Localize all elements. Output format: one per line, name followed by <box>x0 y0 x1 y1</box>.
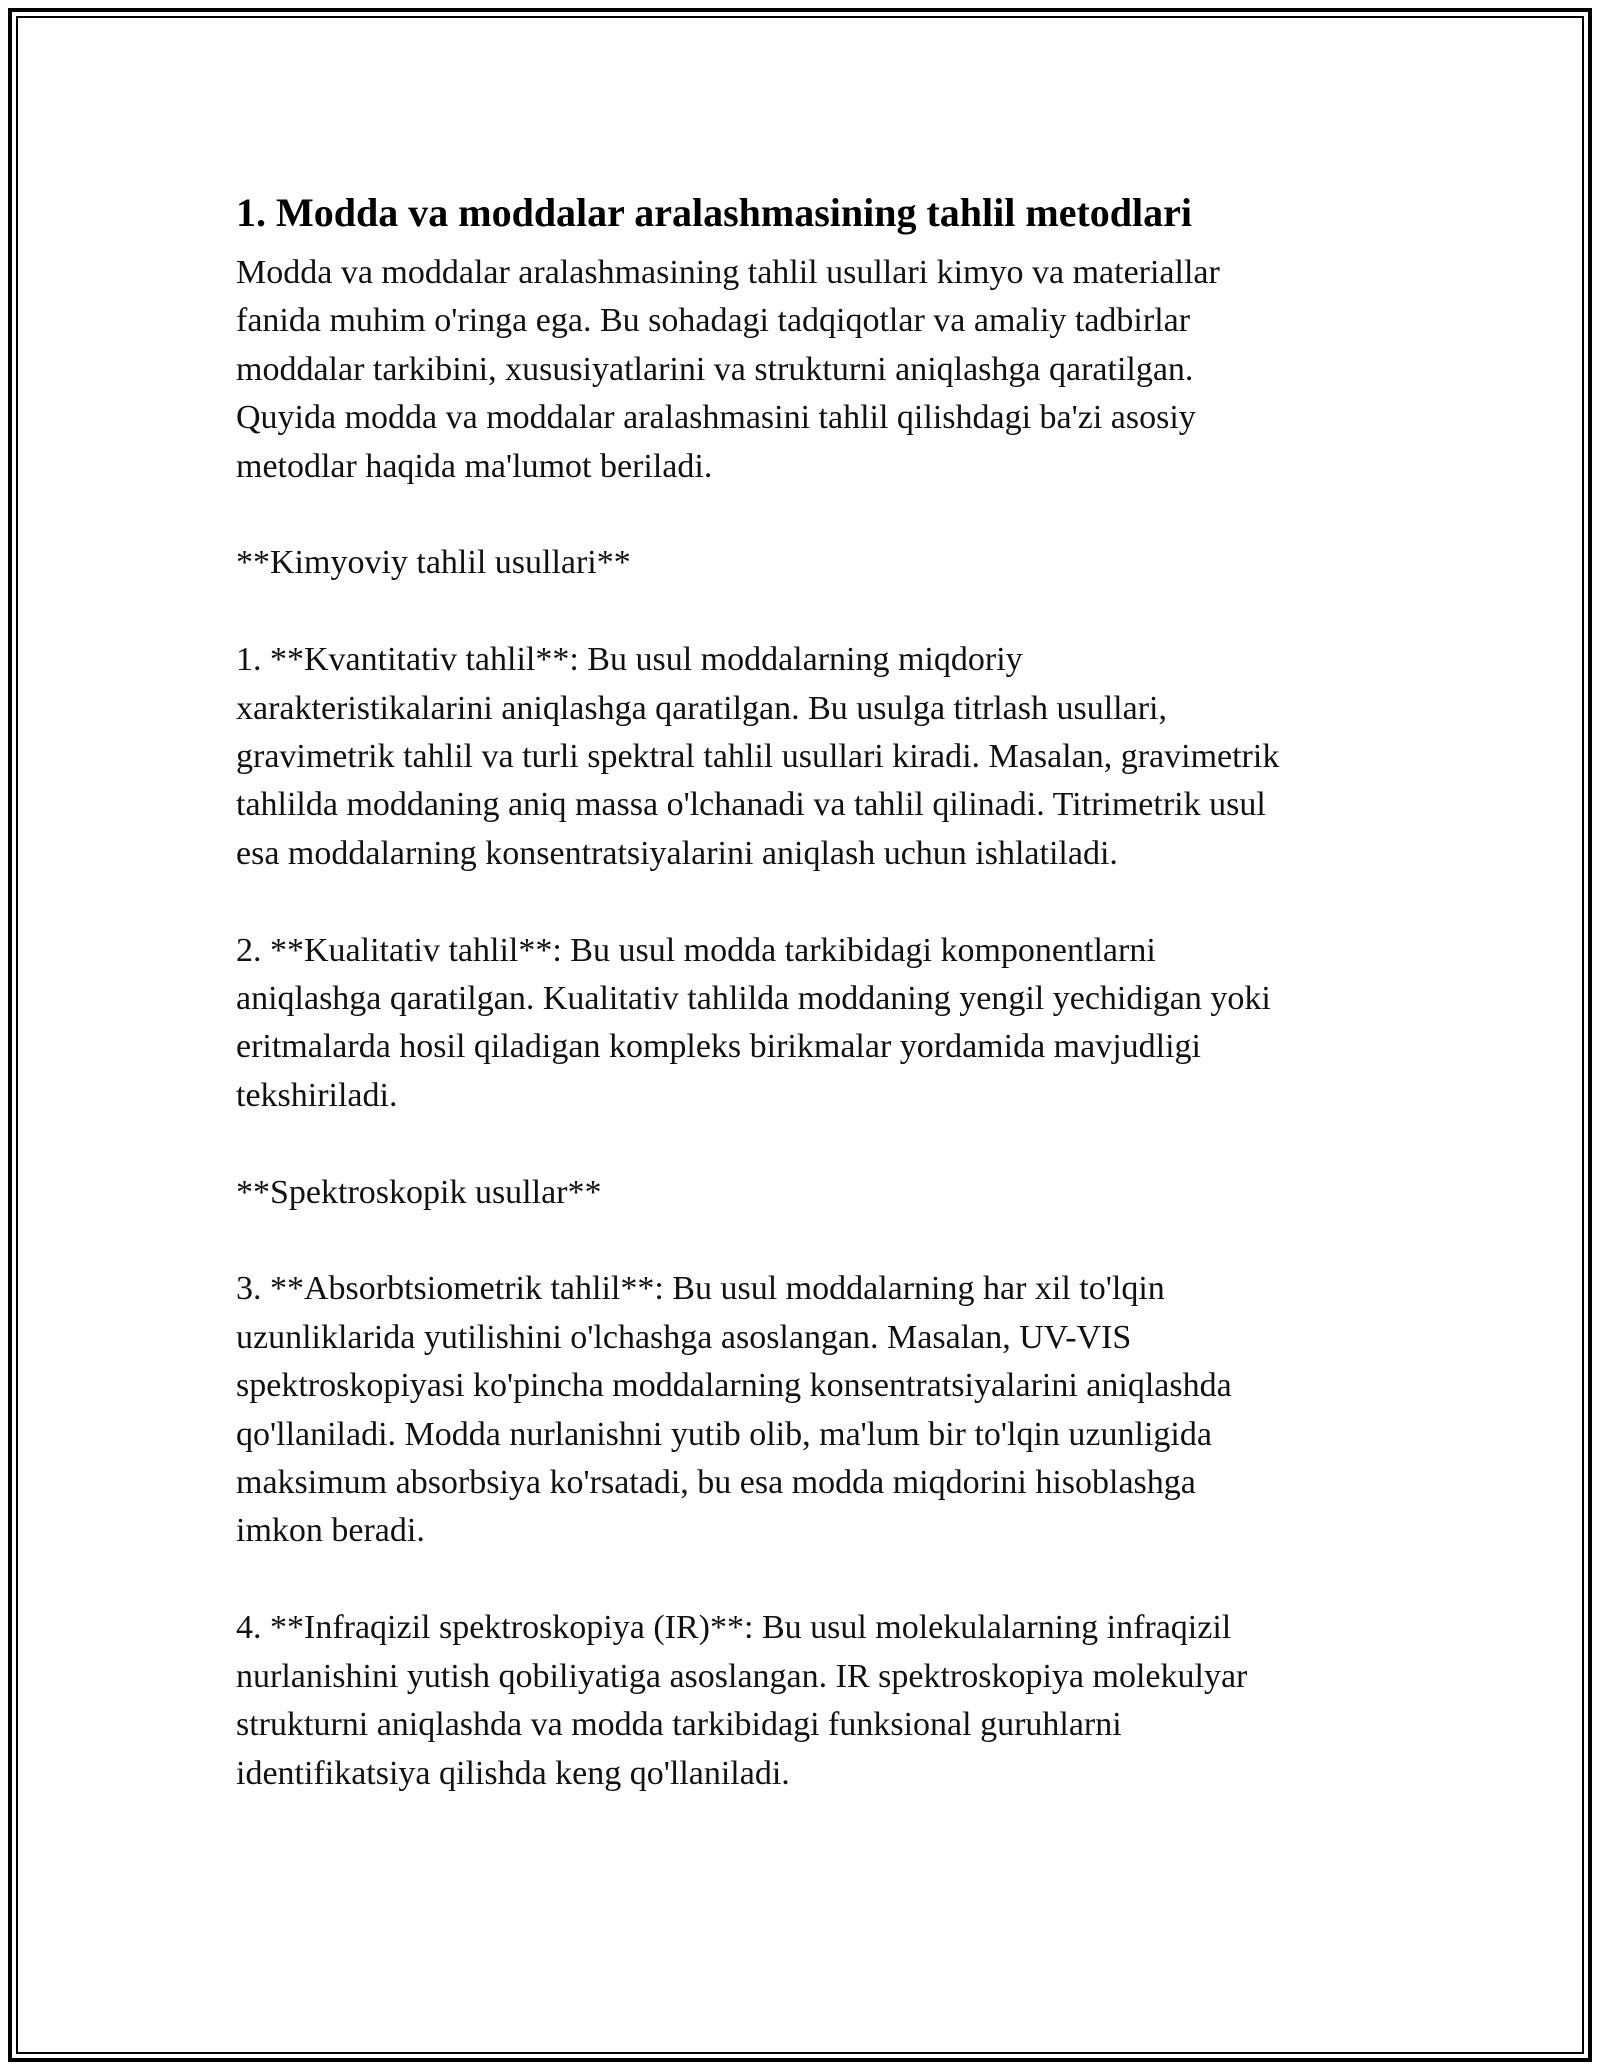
document-title: 1. Modda va moddalar aralashmasining tahlil metodlari <box>236 190 1193 235</box>
list-item-infrared: 4. **Infraqizil spektroskopiya (IR)**: Bu usul molekulalarning infraqizil nurlanishini yutish qobiliyatiga asoslangan. IR spektroskopiya molekulyar strukturni aniqlashda va modda tarkibidagi funksional guruhlarni identifikatsiya qilishda keng qo'llaniladi. <box>236 1609 1248 1792</box>
intro-paragraph: Modda va moddalar aralashmasining tahlil usullari kimyo va materiallar fanida muhim o'ringa ega. Bu sohadagi tadqiqotlar va amaliy tadbirlar moddalar tarkibini, xususiyatlarini va strukturni aniqlashga qaratilgan. Quyida modda va moddalar aralashmasini tahlil qilishdagi ba'zi asosiy metodlar haqida ma'lumot beriladi. <box>236 254 1220 485</box>
section-heading-spectroscopic: **Spektroskopik usullar** <box>236 1173 602 1211</box>
section-heading-chemical: **Kimyoviy tahlil usullari** <box>236 544 631 582</box>
list-item-quantitative: 1. **Kvantitativ tahlil**: Bu usul moddalarning miqdoriy xarakteristikalarini aniqlashga qaratilgan. Bu usulga titrlash usullari, gravimetrik tahlil va turli spektral tahlil usullari kiradi. Masalan, gravimetrik tahlilda moddaning aniq massa o'lchanadi va tahlil qilinadi. Titrimetrik usul esa moddalarning konsentratsiyalarini aniqlash uchun ishlatiladi. <box>236 641 1280 872</box>
list-item-qualitative: 2. **Kualitativ tahlil**: Bu usul modda tarkibidagi komponentlarni aniqlashga qaratilgan. Kualitativ tahlilda moddaning yengil yechidigan yoki eritmalarda hosil qiladigan kompleks birikmalar yordamida mavjudligi tekshiriladi. <box>236 931 1271 1114</box>
document-body <box>236 178 1386 1846</box>
list-item-absorptiometric: 3. **Absorbtsiometrik tahlil**: Bu usul moddalarning har xil to'lqin uzunliklarida yutilishini o'lchashga asoslangan. Masalan, UV-VIS spektroskopiyasi ko'pincha moddalarning konsentratsiyalarini aniqlashda qo'llaniladi. Modda nurlanishni yutib olib, ma'lum bir to'lqin uzunligida maksimum absorbsiya ko'rsatadi, bu esa modda miqdorini hisoblashga imkon beradi. <box>236 1270 1232 1550</box>
